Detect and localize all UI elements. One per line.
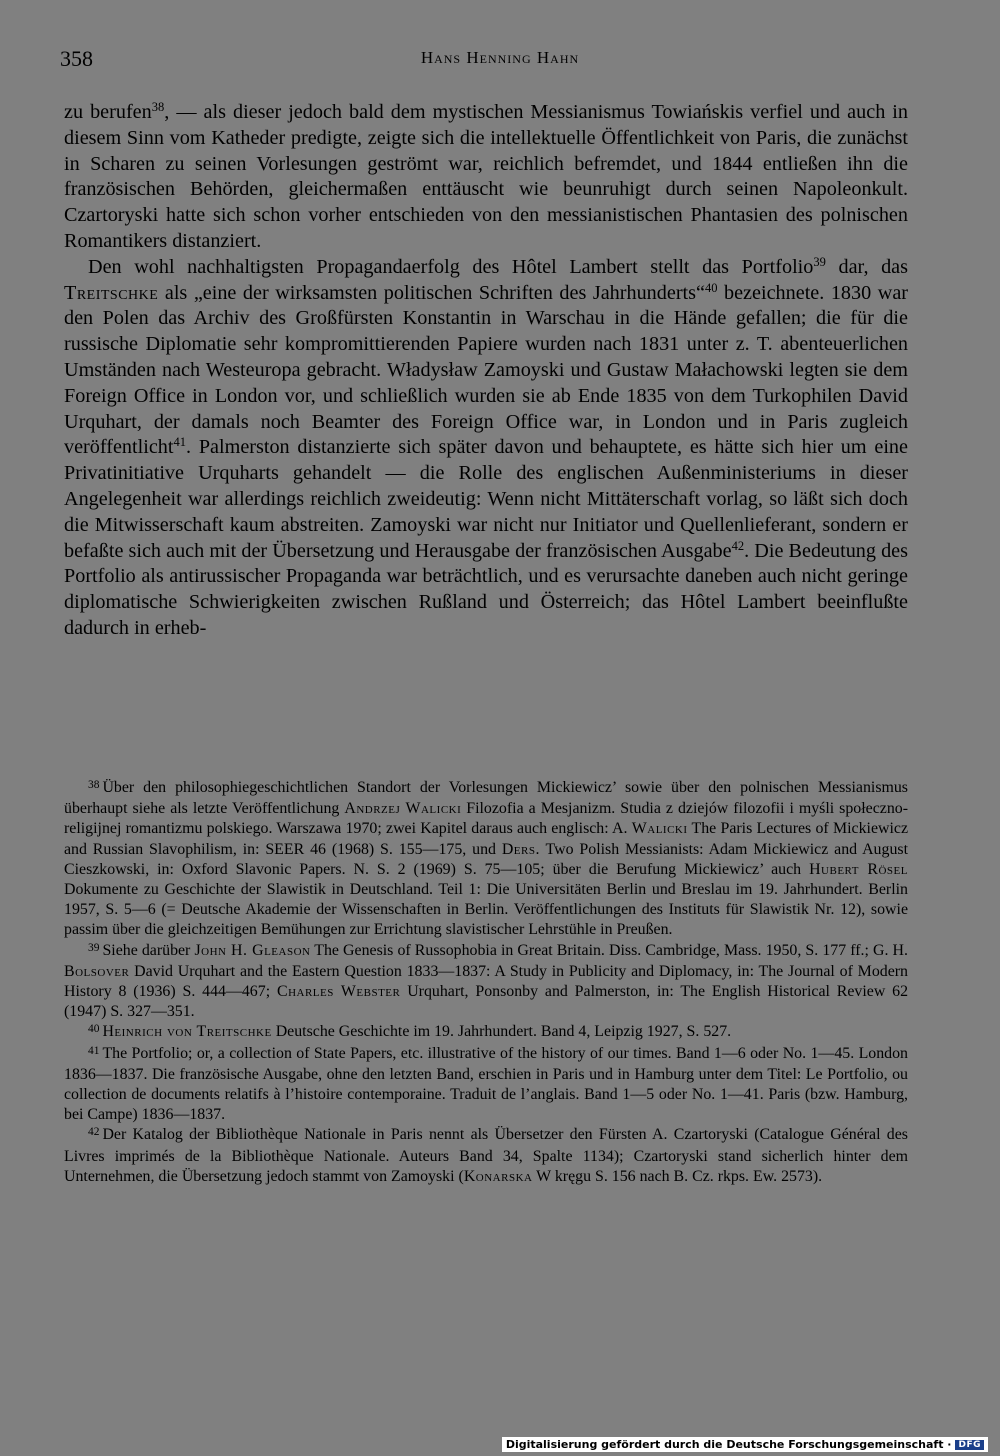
text-run: The Portfolio; or, a collection of State Papers, etc. illustrative of the history of our times. Band 1—6 oder No. 1—45. London 1836—1837. Die französische Ausgabe, ohne den letzten Band, erschien in Paris und in Hamburg unter dem Titel: Le Portfolio, ou collection de documents relatifs à l’histoire contemporaine. Traduit de l’anglais. Band 1—5 oder No. 1—41. Paris (bzw. Hamburg, bei Campe) 1836—1837. — [64, 1044, 908, 1124]
footnote-41 — [64, 1044, 908, 1126]
author-name: Walicki — [631, 820, 688, 838]
page-header — [60, 46, 940, 76]
text-run: The Paris Lectures of Mickiewicz and Russian Slavophilism, in: SEER 46 (1968) S. 155—175, und — [64, 820, 908, 858]
text-run: Siehe darüber — [102, 941, 195, 959]
text-run: Deutsche Geschichte im 19. Jahrhundert. Band 4, Leipzig 1927, S. 527. — [271, 1023, 732, 1041]
footnote-40 — [64, 1022, 908, 1043]
text-run: Der Katalog der Bibliothèque Nationale in Paris nennt als Übersetzer den Fürsten A. Czartoryski (Catalogue Général des Livres imprimés de la Bibliothèque Nationale. Auteurs Band 34, Spalte 1134); Czartoryski stand sicherlich hinter dem Unternehmen, die Übersetzung jedoch stammt von Zamoyski ( — [64, 1126, 908, 1185]
dfg-logo: DFG — [955, 1440, 984, 1450]
footnote-ref-41: 41 — [173, 435, 187, 450]
text-run: David Urquhart and the Eastern Question 1833—1837: A Study in Publicity and Diplomacy, in: The Journal of Modern History 8 (1936) S. 444—467; — [64, 962, 908, 1001]
author-name: Bolsover — [64, 962, 130, 980]
text-run: Über den philosophiegeschichtlichen Standort der Vorlesungen Mickiewicz’ sowie über den polnischen Messianismus überhaupt siehe als letzte Veröffentlichung — [64, 779, 908, 818]
footnote-42 — [64, 1125, 908, 1187]
footnotes — [64, 778, 908, 1187]
footnote-ref-40: 40 — [704, 280, 718, 295]
text-run: Dokumente zu Geschichte der Slawistik in Deutschland. Teil 1: Die Universitäten Berlin und Breslau im 19. Jahrhundert. Berlin 1957, S. 5—6 (= Deutsche Akademie der Wissenschaften in Berlin. Veröffentlichungen des Instituts für Slawistik Nr. 12), sowie passim über die gleichzeitigen Bemühungen zur Errichtung slavistischer Lehrstühle in Preußen. — [64, 881, 908, 939]
footnote-number: 40 — [88, 1023, 100, 1036]
paragraph-2 — [64, 255, 908, 642]
footnote-number: 38 — [88, 779, 100, 791]
author-name: Andrzej Walicki — [344, 800, 462, 818]
footnote-number: 42 — [88, 1126, 100, 1139]
footnote-number: 39 — [88, 941, 100, 954]
text-run: Filozofia a Mesjanizm. Studia z dziejów filozofii i myśli społeczno-religijnej romantizmu polskiego. Warszawa 1970; zwei Kapitel daraus auch englisch: A. — [64, 800, 909, 838]
author-name: Charles Webster — [276, 983, 401, 1001]
footnote-ref-42: 42 — [731, 538, 745, 553]
text-run: Urquhart, Ponsonby and Palmerston, in: The English Historical Review 62 (1947) S. 327—351. — [64, 983, 909, 1021]
running-head: Hans Henning Hahn — [420, 48, 580, 67]
author-name: Konarska — [463, 1167, 533, 1185]
text-run: Two Polish Messianists: Adam Mickiewicz and August Cieszkowski, in: Oxford Slavonic Papers. N. S. 2 (1969) S. 75—105; über die Berufung Mickiewicz’ auch — [64, 840, 908, 878]
text-run: , — als dieser jedoch bald dem mystischen Messianismus Towiańskis verfiel und auch in diesem Sinn vom Katheder predigte, zeigte sich die intellektuelle Öffentlichkeit von Paris, die zunächst in Scharen zu seinen Vorlesungen geströmt war, reichlich befremdet, und 1844 entließen ihn die französischen Behörden, gleichermaßen enttäuscht wie beunruhigt durch seinen Napoleonkult. Czartoryski hatte sich schon vorher entschieden von den messianistischen Phantasien des polnischen Romantikers distanziert. — [64, 101, 909, 252]
footnote-39 — [64, 941, 908, 1023]
footnote-number: 41 — [88, 1044, 100, 1057]
author-name: Treitschke — [64, 281, 159, 304]
author-name: Heinrich von Treitschke — [102, 1023, 272, 1041]
footnote-38 — [64, 778, 908, 941]
footnote-ref-38: 38 — [151, 100, 165, 115]
text-run: . Palmerston distanzierte sich später davon und behauptete, es hätte sich hier um eine Privatinitiative Urquharts gehandelt — die Rolle des englischen Außenministeriums in dieser Angelegenheit war allerdings reichlich zweideutig: Wenn nicht Mittäterschaft vorlag, so läßt sich doch die Mitwisserschaft kaum abstreiten. Zamoyski war nicht nur Initiator und Quellenlieferant, sondern er befaßte sich auch mit der Übersetzung und Herausgabe der französischen Ausgabe — [64, 436, 908, 562]
text-run: als „eine der wirksamsten politischen Schriften des Jahrhunderts“ — [158, 281, 705, 304]
main-text — [64, 100, 908, 642]
author-name: Hubert Rösel — [809, 860, 908, 878]
text-run: The Genesis of Russophobia in Great Britain. Diss. Cambridge, Mass. 1950, S. 177 ff.; G. H. — [310, 941, 908, 959]
text-run: zu berufen — [64, 101, 152, 123]
author-name: John H. Gleason — [194, 941, 311, 959]
text-run: bezeichnete. 1830 war den Polen das Archiv des Großfürsten Konstantin in Warschau in die Hände gefallen; die für die russische Diplomatie sehr kompromittierenden Papiere wurden nach 1831 unter z. T. abenteuerlichen Umständen nach Westeuropa gebracht. Władysław Zamoyski und Gustaw Małachowski legten sie dem Foreign Office in London vor, und schließlich wurden sie ab Ende 1835 von dem Turkophilen David Urquhart, der damals noch Beamter des Foreign Office war, in London und in Paris zugleich veröffentlicht — [64, 281, 908, 459]
banner-text: Digitalisierung gefördert durch die Deutsche Forschungsgemeinschaft · — [505, 1438, 952, 1451]
author-name: Ders. — [501, 840, 540, 858]
footnote-ref-39: 39 — [813, 254, 826, 269]
text-run: . Die Bedeutung des Portfolio als antirussischer Propaganda war beträchtlich, und es verursachte daneben auch nicht geringe diplomatische Schwierigkeiten zwischen Rußland und Österreich; das Hôtel Lambert beeinflußte dadurch in erheb- — [64, 539, 908, 639]
digitization-banner — [502, 1437, 988, 1452]
page-number: 358 — [60, 46, 93, 71]
text-run: W kręgu S. 156 nach B. Cz. rkps. Ew. 2573). — [532, 1167, 823, 1185]
text-run: dar, das — [825, 255, 908, 278]
text-run: Den wohl nachhaltigsten Propagandaerfolg des Hôtel Lambert stellt das Portfolio — [88, 255, 814, 278]
paragraph-1 — [64, 100, 908, 255]
